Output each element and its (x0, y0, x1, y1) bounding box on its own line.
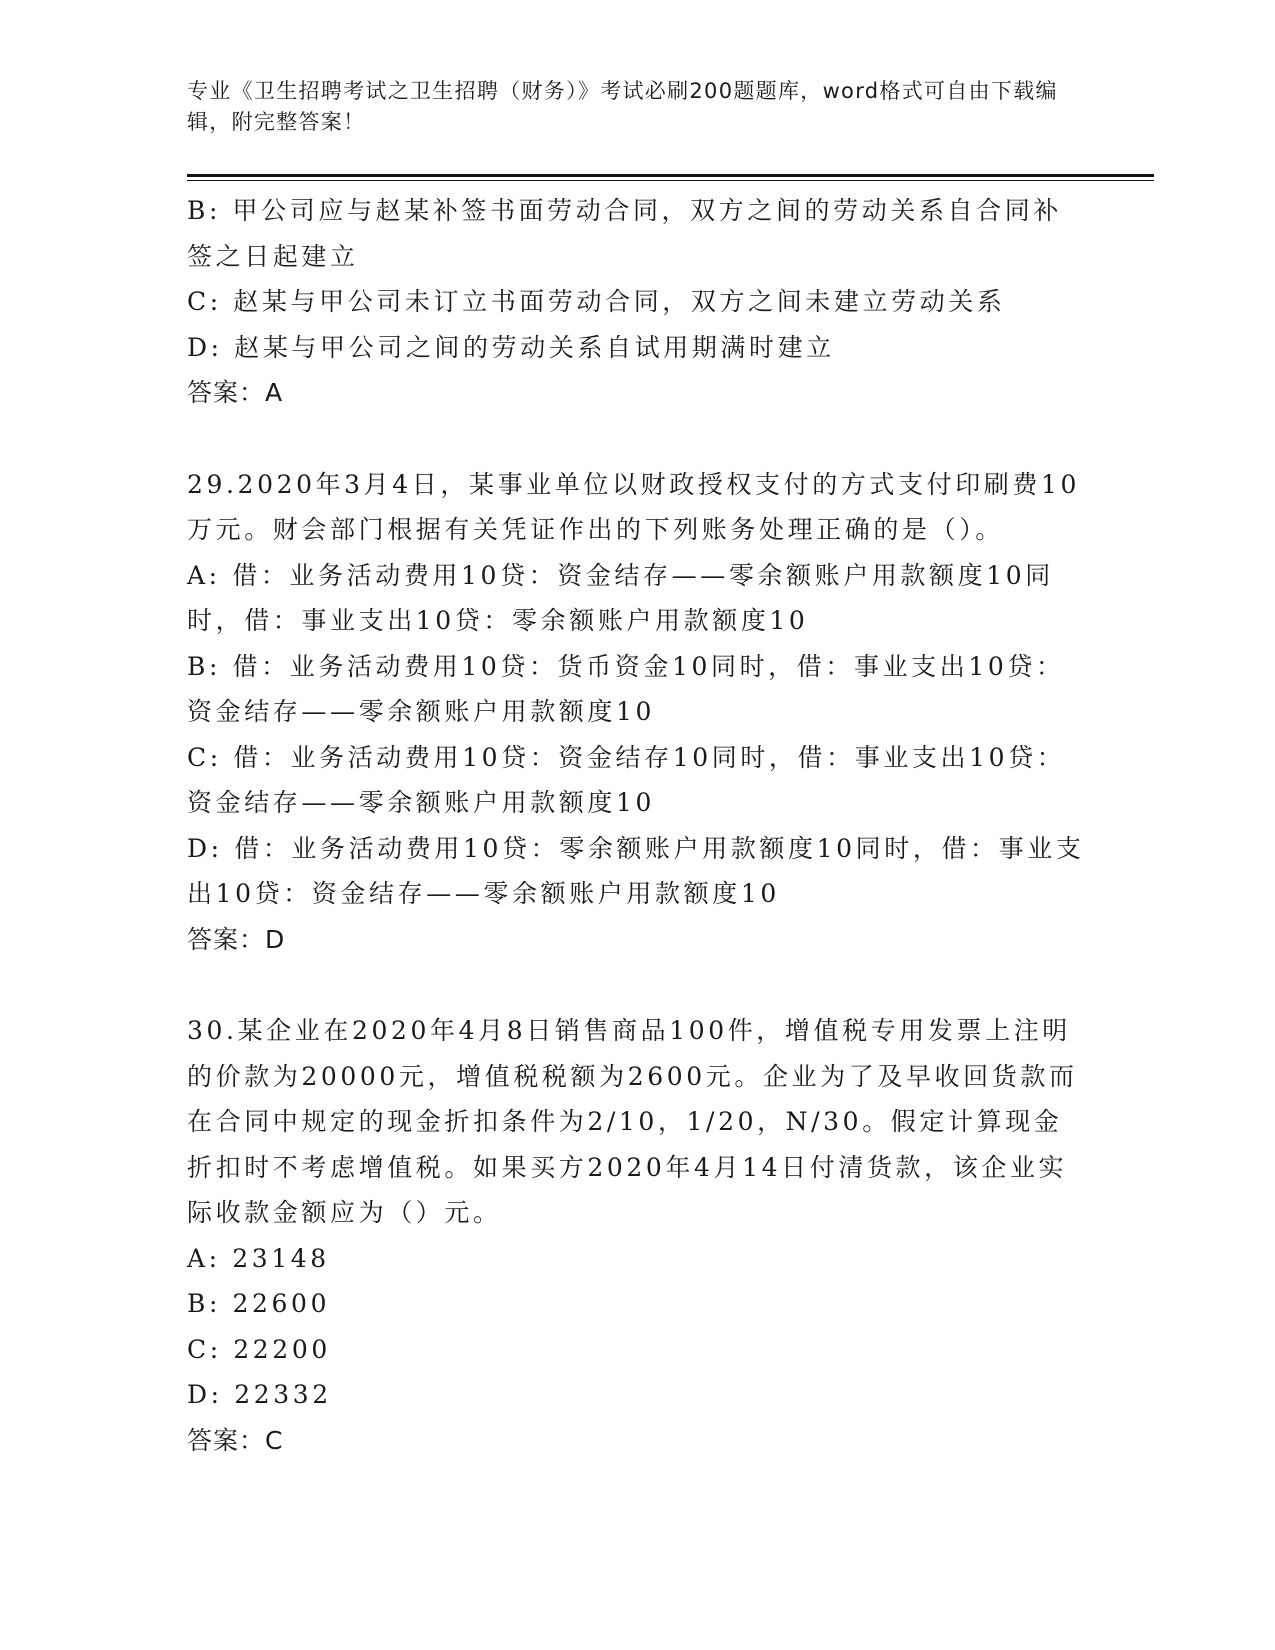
q30-option-b: B: 22600 (187, 1289, 331, 1318)
q30-option-d: D: 22332 (187, 1380, 332, 1409)
question-28 (187, 188, 1087, 416)
question-30 (187, 1008, 1087, 1463)
q29-answer: 答案：D (187, 924, 286, 954)
question-content (187, 188, 1087, 1463)
q29-option-c: C: 借：业务活动费用10贷：资金结存10同时，借：事业支出10贷：资金结存——零余额账户用款额度10 (187, 742, 1066, 817)
header-rule-thin (187, 180, 1154, 181)
spacer (187, 962, 1087, 1008)
question-29 (187, 462, 1087, 963)
q30-option-a: A: 23148 (187, 1243, 330, 1273)
q28-option-b: B: 甲公司应与赵某补签书面劳动合同，双方之间的劳动关系自合同补签之日起建立 (187, 196, 1062, 271)
q30-question: 30.某企业在2020年4月8日销售商品100件，增值税专用发票上注明的价款为20000元，增值税税额为2600元。企业为了及早收回货款而在合同中规定的现金折扣条件为2/10，1/20，N/30。假定计算现金折扣时不考虑增值税。如果买方2020年4月14日付清货款，该企业实际收款金额应为（）元。 (187, 1016, 1078, 1227)
q28-option-c: C: 赵某与甲公司未订立书面劳动合同，双方之间未建立劳动关系 (187, 287, 1006, 316)
q29-question: 29.2020年3月4日，某事业单位以财政授权支付的方式支付印刷费10万元。财会部门根据有关凭证作出的下列账务处理正确的是（）。 (187, 469, 1081, 544)
q28-option-d: D: 赵某与甲公司之间的劳动关系自试用期满时建立 (187, 332, 835, 362)
q30-option-c: C: 22200 (187, 1334, 331, 1364)
q29-option-a: A: 借：业务活动费用10贷：资金结存——零余额账户用款额度10同时，借：事业支出10贷：零余额账户用款额度10 (187, 560, 1054, 635)
q30-answer: 答案：C (187, 1425, 284, 1455)
document-header (187, 76, 1067, 138)
header-text: 专业《卫生招聘考试之卫生招聘（财务）》考试必刷200题题库，word格式可自由下载编辑，附完整答案！ (187, 79, 1058, 134)
spacer (187, 416, 1087, 462)
q28-answer: 答案：A (187, 378, 284, 407)
header-rule-thick (187, 174, 1154, 177)
q29-option-b: B: 借：业务活动费用10贷：货币资金10同时，借：事业支出10贷：资金结存——零余额账户用款额度10 (187, 651, 1065, 726)
q29-option-d: D: 借：业务活动费用10贷：零余额账户用款额度10同时，借：事业支出10贷：资金结存——零余额账户用款额度10 (187, 833, 1085, 908)
